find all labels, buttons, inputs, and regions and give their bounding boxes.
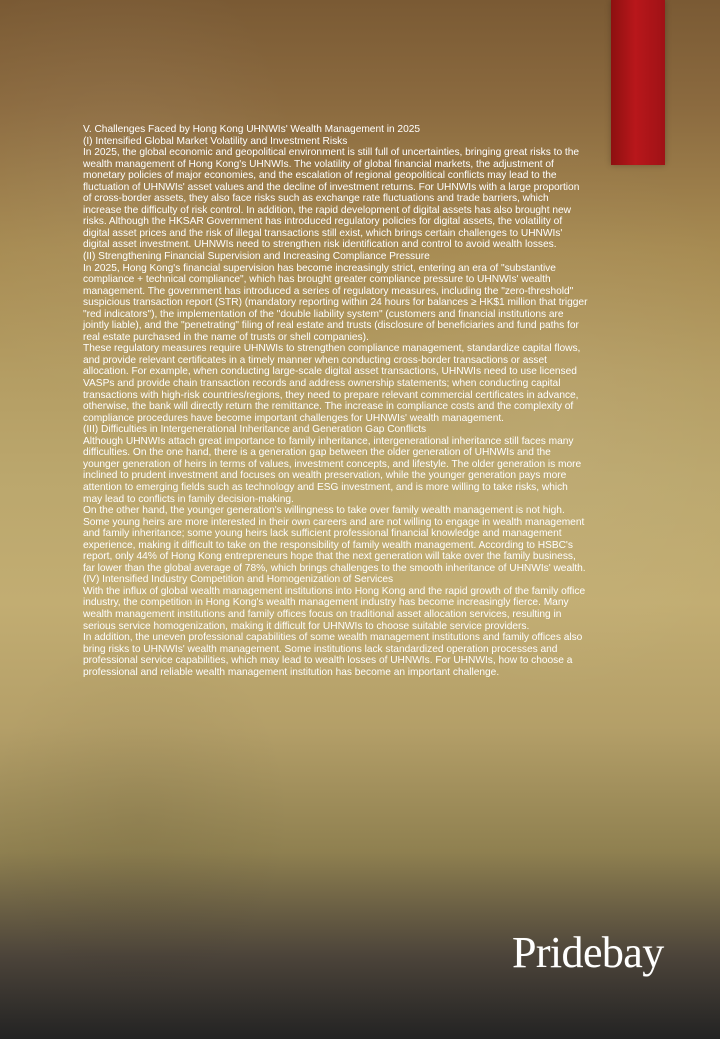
paragraph-2-2: These regulatory measures require UHNWIs to strengthen compliance management, standardize capital flows, and provide relevant certificates in a timely manner when conducting cross-border transactions or asset allocation. For example, when conducting large-scale digital asset transactions, UHNWIs need to use licensed VASPs and provide chain transaction records and address ownership statements; when conducting capital transactions with high-risk countries/regions, they need to prepare relevant commercial certificates in advance, otherwise, the bank will directly return the remittance. The increase in compliance costs and the complexity of compliance procedures have become important challenges for UHNWIs' wealth management.	[83, 343, 581, 424]
section-title: V. Challenges Faced by Hong Kong UHNWIs' Wealth Management in 2025	[83, 124, 421, 135]
pridebay-logo: Pridebay	[512, 928, 664, 977]
paragraph-4-2: In addition, the uneven professional capabilities of some wealth management institutions and family offices also bring risks to UHNWIs' wealth management. Some institutions lack standardized operation processes and professional service capabilities, which may lead to wealth losses of UHNWIs. For UHNWIs, how to choose a professional and reliable wealth management institution has become an important challenge.	[83, 632, 583, 678]
subsection-title-2: (II) Strengthening Financial Supervision and Increasing Compliance Pressure	[83, 251, 430, 263]
document-body	[83, 124, 588, 678]
red-ribbon-decoration	[611, 0, 665, 165]
subsection-title-4: (IV) Intensified Industry Competition and Homogenization of Services	[83, 574, 394, 586]
paragraph-3-2: On the other hand, the younger generation's willingness to take over family wealth management is not high. Some young heirs are more interested in their own careers and are not willing to engage in wealth management and family inheritance; some young heirs lack sufficient professional financial knowledge and management experience, making it difficult to take on the responsibility of family wealth management. According to HSBC's report, only 44% of Hong Kong entrepreneurs hope that the next generation will take over the family business, far lower than the global average of 78%, which brings challenges to the smooth inheritance of UHNWIs' wealth.	[83, 505, 586, 574]
paragraph-3-1: Although UHNWIs attach great importance to family inheritance, intergenerational inheritance still faces many difficulties. On the one hand, there is a generation gap between the older generation of UHNWIs and the younger generation of heirs in terms of values, investment concepts, and lifestyle. The older generation is more inclined to prudent investment and focuses on wealth preservation, while the younger generation pays more attention to emerging fields such as technology and ESG investment, and is more willing to take risks, which may lead to conflicts in family decision-making.	[83, 435, 582, 505]
paragraph-2-1: In 2025, Hong Kong's financial supervision has become increasingly strict, entering an era of "substantive compliance + technical compliance", which has brought greater compliance pressure to UHNWIs' wealth management. The government has introduced a series of regulatory measures, including the "zero-threshold" suspicious transaction report (STR) (mandatory reporting within 24 hours for balances ≥ HK$1 million that trigger "red indicators"), the implementation of the "double liability system" (customers and financial institutions are jointly liable), and the "penetrating" filing of real estate and trusts (disclosure of beneficiaries and fund paths for real estate purchased in the name of trusts or shell companies).	[83, 262, 588, 343]
subsection-title-1: (I) Intensified Global Market Volatility and Investment Risks	[83, 135, 348, 147]
paragraph-4-1: With the influx of global wealth management institutions into Hong Kong and the rapid growth of the family office industry, the competition in Hong Kong's wealth management industry has become increasingly fierce. Many wealth management institutions and family offices focus on traditional asset allocation services, resulting in serious service homogenization, making it difficult for UHNWIs to choose suitable service providers.	[83, 585, 586, 632]
subsection-title-3: (III) Difficulties in Intergenerational Inheritance and Generation Gap Conflicts	[83, 424, 427, 436]
paragraph-1-1: In 2025, the global economic and geopolitical environment is still full of uncertainties, bringing great risks to the wealth management of Hong Kong's UHNWIs. The volatility of global financial markets, the adjustment of monetary policies of major economies, and the escalation of regional geopolitical conflicts may lead to the fluctuation of UHNWIs' asset values and the decline of investment returns. For UHNWIs with a large proportion of cross-border assets, they also face risks such as exchange rate fluctuations and trade barriers, which increase the difficulty of risk control. In addition, the rapid development of digital assets has also brought new risks. Although the HKSAR Government has introduced regulatory policies for digital assets, the volatility of digital asset prices and the risk of illegal transactions still exist, which brings certain challenges to UHNWIs' digital asset investment. UHNWIs need to strengthen risk identification and control to avoid wealth losses.	[83, 147, 580, 251]
